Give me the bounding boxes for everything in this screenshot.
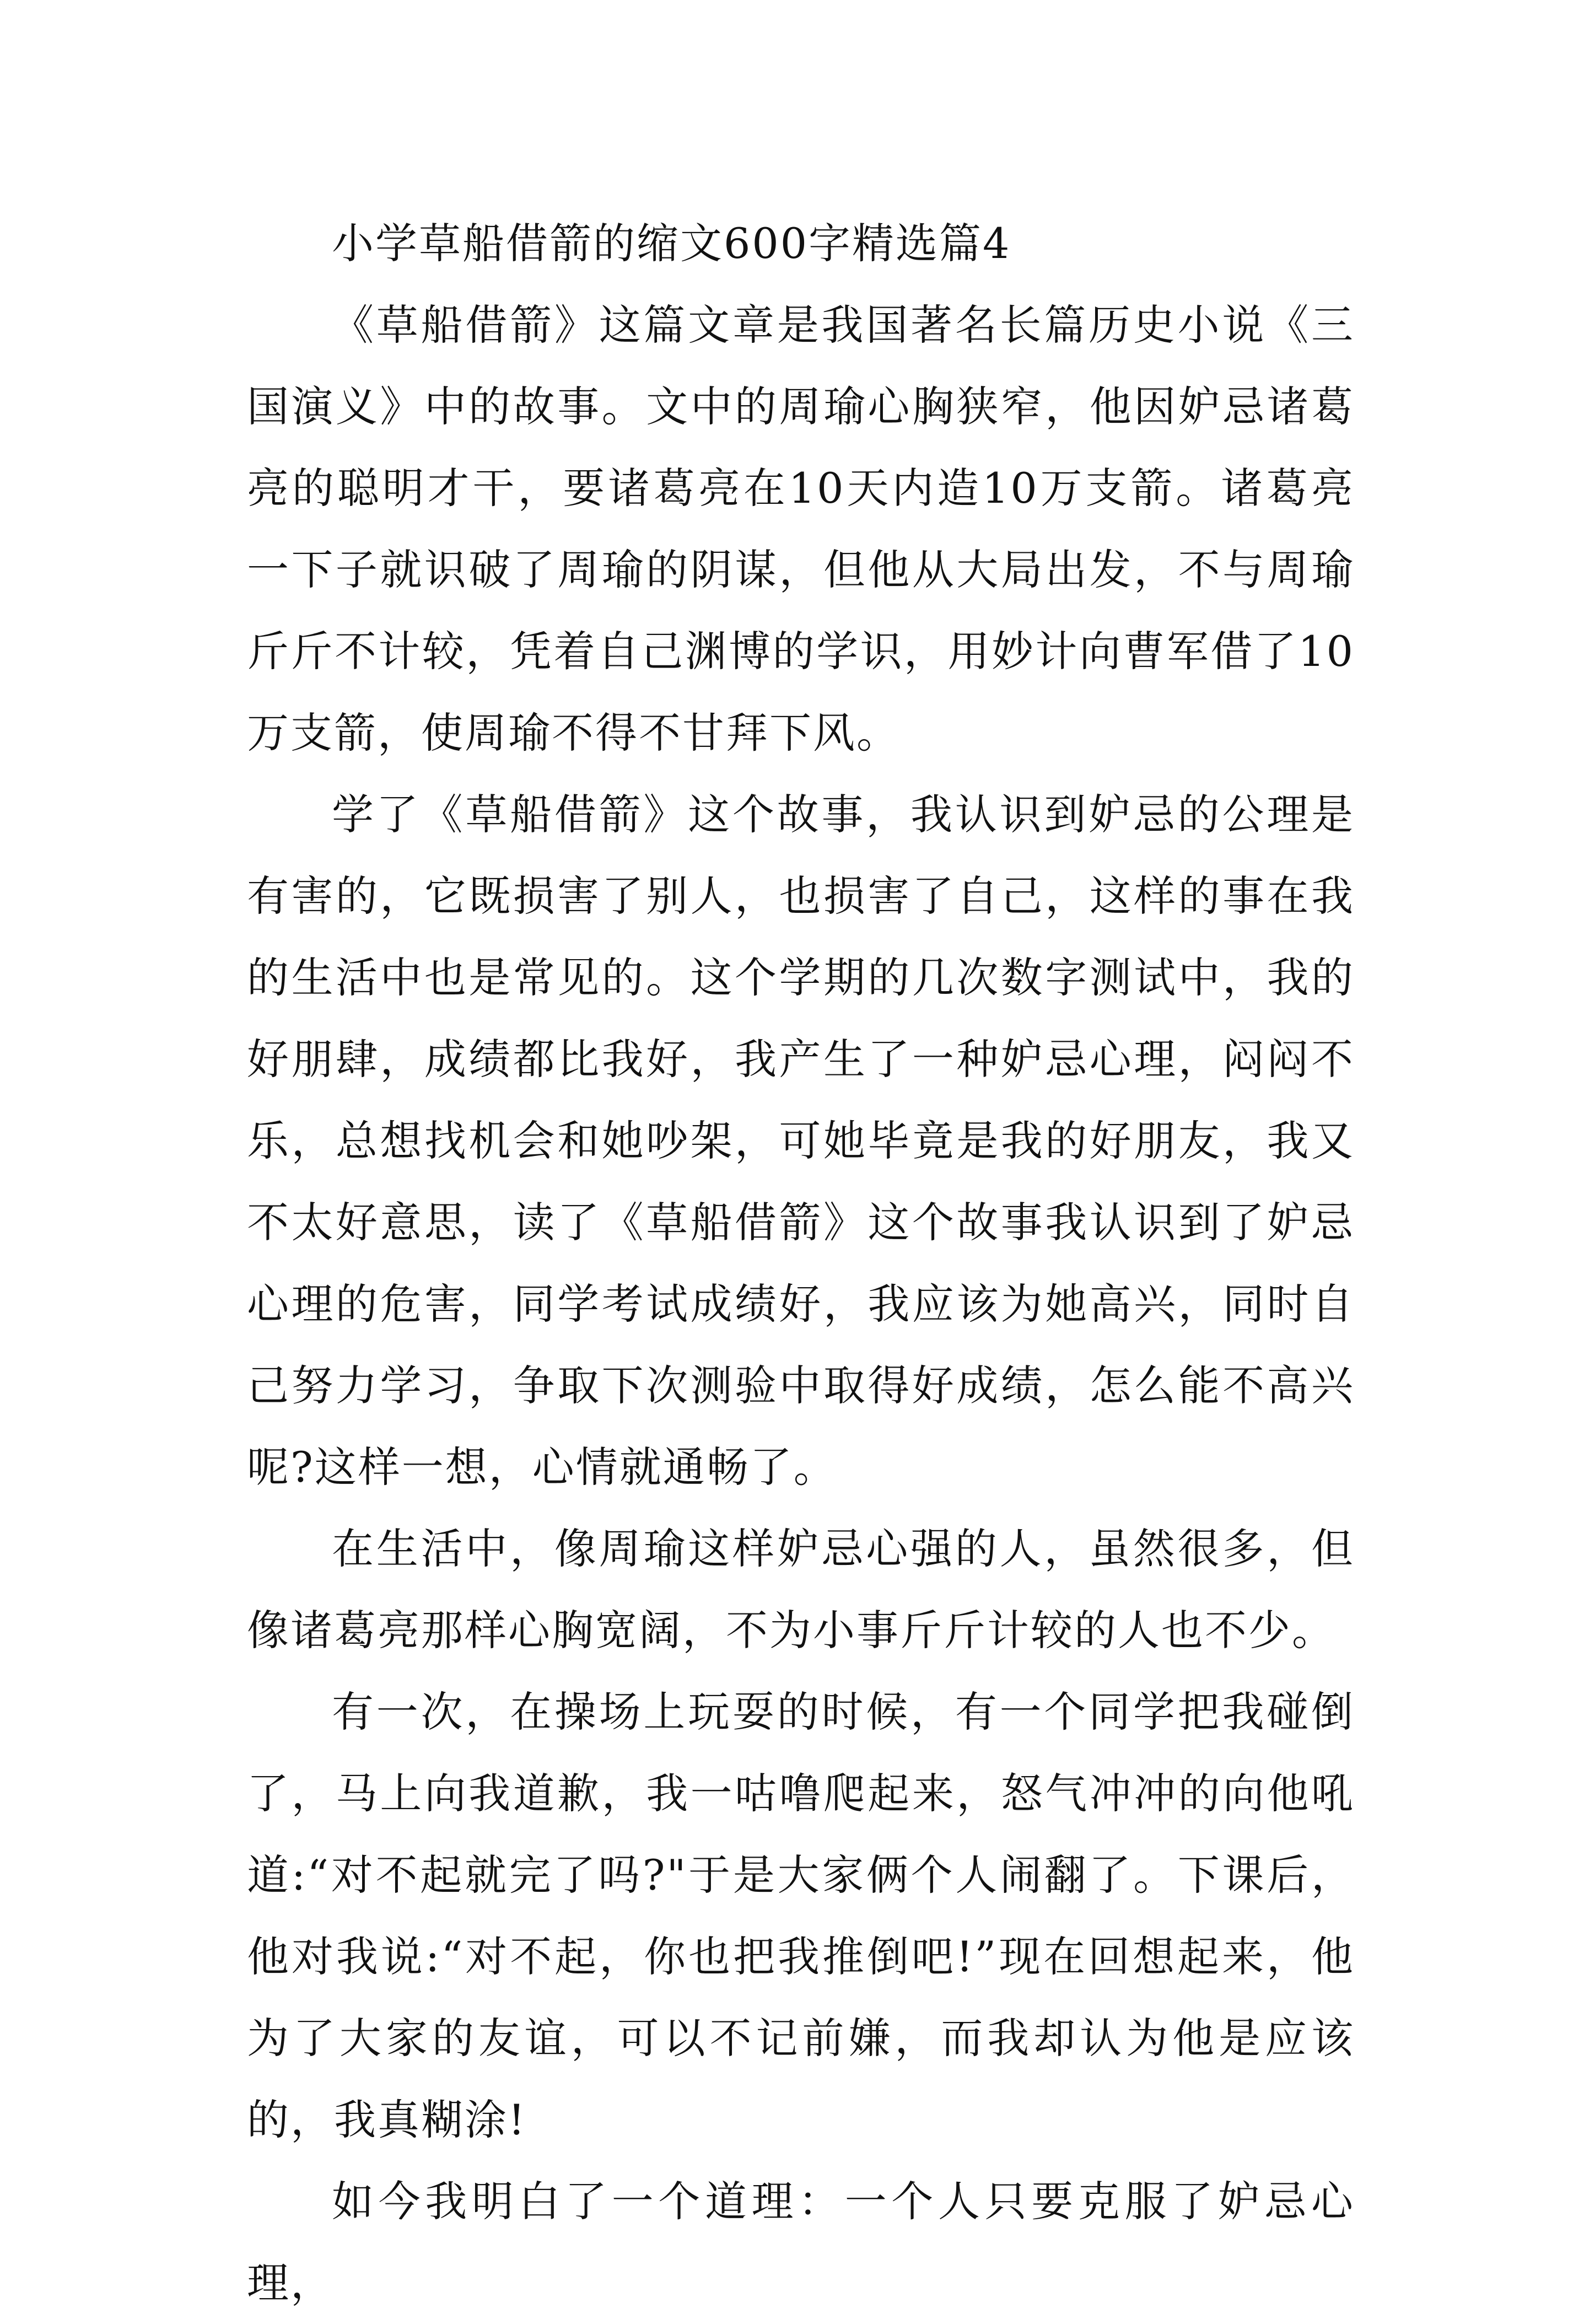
paragraph-4: 有一次，在操场上玩耍的时候，有一个同学把我碰倒了，马上向我道歉，我一咕噜爬起来，怒气冲冲的向他吼道:“对不起就完了吗?"于是大家俩个人闹翻了。下课后，他对我说:“对不起，你也把我推倒吧!”现在回想起来，他为了大家的友谊，可以不记前嫌，而我却认为他是应该的，我真糊涂! <box>247 1687 1355 2144</box>
page-title: 小学草船借箭的缩文600字精选篇4 <box>332 219 1011 268</box>
document-body <box>247 203 1355 2324</box>
paragraph-5: 如今我明白了一个道理：一个人只要克服了妒忌心理， <box>247 2177 1355 2307</box>
paragraph-3: 在生活中，像周瑜这样妒忌心强的人，虽然很多，但像诸葛亮那样心胸宽阔，不为小事斤斤计较的人也不少。 <box>247 1524 1355 1655</box>
paragraph-2: 学了《草船借箭》这个故事，我认识到妒忌的公理是有害的，它既损害了别人，也损害了自己，这样的事在我的生活中也是常见的。这个学期的几次数字测试中，我的好朋肆，成绩都比我好，我产生了一种妒忌心理，闷闷不乐，总想找机会和她吵架，可她毕竟是我的好朋友，我又不太好意思，读了《草船借箭》这个故事我认识到了妒忌心理的危害，同学考试成绩好，我应该为她高兴，同时自己努力学习，争取下次测验中取得好成绩，怎么能不高兴呢?这样一想，心情就通畅了。 <box>247 790 1355 1492</box>
paragraph-1: 《草船借箭》这篇文章是我国著名长篇历史小说《三国演义》中的故事。文中的周瑜心胸狭窄，他因妒忌诸葛亮的聪明才干，要诸葛亮在10天内造10万支箭。诸葛亮一下子就识破了周瑜的阴谋，但他从大局出发，不与周瑜斤斤不计较，凭着自己渊博的学识，用妙计向曹军借了10万支箭，使周瑜不得不甘拜下风。 <box>247 300 1355 757</box>
